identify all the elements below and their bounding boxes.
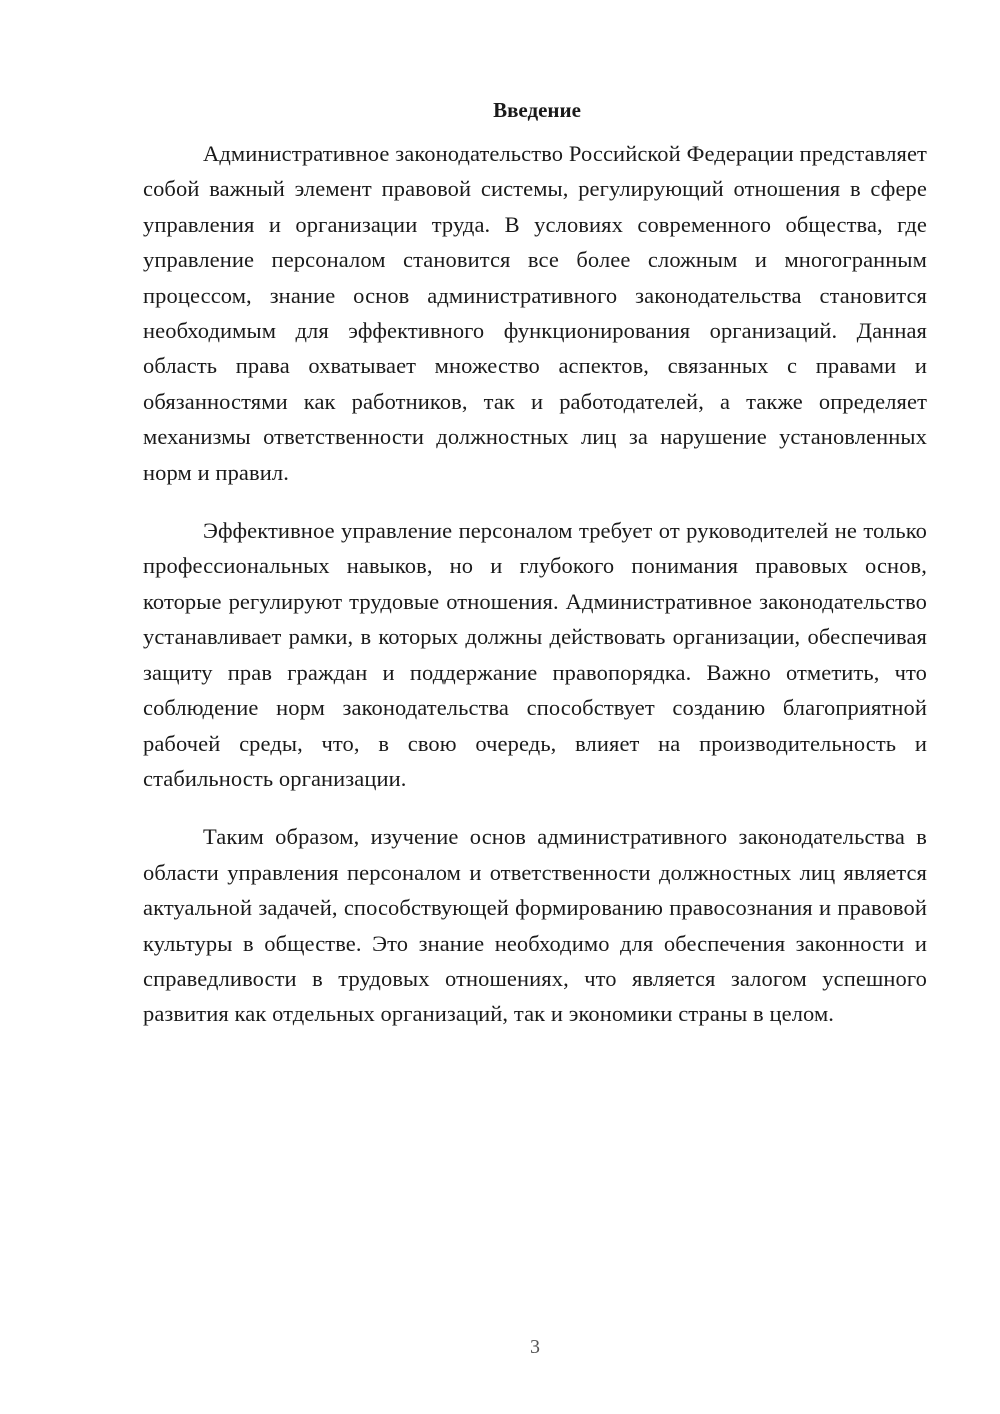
page-number: 3 — [530, 1336, 540, 1358]
paragraph-3: Таким образом, изучение основ административного законодательства в области управления персоналом и ответственности должностных лиц является актуальной задачей, способствующей формированию правосознания и правовой культуры в обществе. Это знание необходимо для обеспечения законности и справедливости в трудовых отношениях, что является залогом успешного развития как отдельных организаций, так и экономики страны в целом. — [143, 824, 927, 1027]
paragraph-1: Административное законодательство Российской Федерации представляет собой важный элемент правовой системы, регулирующий отношения в сфере управления и организации труда. В условиях современного общества, где управление персоналом становится все более сложным и многогранным процессом, знание основ административного законодательства становится необходимым для эффективного функционирования организаций. Данная область права охватывает множество аспектов, связанных с правами и обязанностями как работников, так и работодателей, а также определяет механизмы ответственности должностных лиц за нарушение установленных норм и правил. — [143, 141, 927, 485]
paragraph-2: Эффективное управление персоналом требует от руководителей не только профессиональных навыков, но и глубокого понимания правовых основ, которые регулируют трудовые отношения. Административное законодательство устанавливает рамки, в которых должны действовать организации, обеспечивая защиту прав граждан и поддержание правопорядка. Важно отметить, что соблюдение норм законодательства способствует созданию благоприятной рабочей среды, что, в свою очередь, влияет на производительность и стабильность организации. — [143, 518, 927, 791]
section-title: Введение — [493, 98, 581, 122]
page-content — [143, 93, 927, 1055]
